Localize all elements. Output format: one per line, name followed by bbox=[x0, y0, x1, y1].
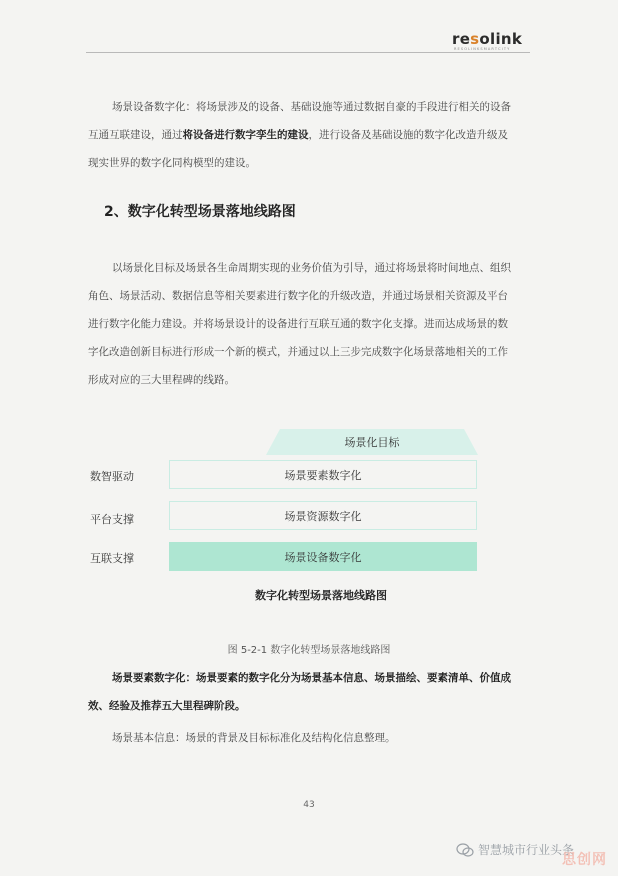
roadmap-diagram bbox=[86, 426, 536, 602]
paragraph-line: 互通互联建设，通过将设备进行数字孪生的建设，进行设备及基础设施的数字化改造升级及 bbox=[88, 129, 508, 141]
paragraph-roadmap-intro bbox=[88, 254, 532, 394]
paragraph-element-digitization bbox=[88, 664, 540, 720]
paragraph-line: 形成对应的三大里程碑的线路。 bbox=[88, 374, 235, 386]
paragraph-line: 场景设备数字化：将场景涉及的设备、基础设施等通过数据自豪的手段进行相关的设备 bbox=[112, 101, 511, 113]
paragraph-line: 场景要素数字化：场景要素的数字化分为场景基本信息、场景描绘、要素清单、价值成 bbox=[112, 672, 511, 684]
goal-label: 场景化目标 bbox=[344, 436, 400, 449]
box-element-digitization: 场景要素数字化 bbox=[169, 460, 477, 489]
header-divider bbox=[86, 52, 530, 53]
paragraph-basic-info: 场景基本信息：场景的背景及目标标准化及结构化信息整理。 bbox=[112, 732, 396, 744]
row-label-platform-support: 平台支撑 bbox=[90, 513, 134, 526]
row-label-data-drive: 数智驱动 bbox=[90, 470, 134, 483]
watermark bbox=[456, 841, 574, 858]
box-device-digitization: 场景设备数字化 bbox=[169, 542, 477, 571]
logo-tagline: R E S O L I N K S M A R T C I T Y bbox=[454, 47, 510, 51]
paragraph-line: 效、经验及推荐五大里程碑阶段。 bbox=[88, 700, 246, 712]
bold-phrase: 将设备进行数字孪生的建设 bbox=[182, 129, 309, 141]
resolink-logo bbox=[452, 32, 532, 54]
wechat-icon bbox=[456, 843, 474, 857]
paragraph-line: 现实世界的数字化同构模型的建设。 bbox=[88, 157, 256, 169]
box-resource-digitization: 场景资源数字化 bbox=[169, 501, 477, 530]
paragraph-line: 角色、场景活动、数据信息等相关要素进行数字化的升级改造，并通过场景相关资源及平台 bbox=[88, 290, 508, 302]
paragraph-device-digitization bbox=[88, 93, 532, 177]
paragraph-line: 字化改造创新目标进行形成一个新的模式，并通过以上三步完成数字化场景落地相关的工作 bbox=[88, 346, 508, 358]
page-number: 43 bbox=[303, 800, 315, 810]
paragraph-line: 以场景化目标及场景各生命周期实现的业务价值为引导，通过将场景将时间地点、组织 bbox=[112, 262, 511, 274]
logo-wordmark: resolink bbox=[452, 30, 523, 48]
goal-trapezoid bbox=[252, 426, 492, 456]
figure-caption: 图 5-2-1 数字化转型场景落地线路图 bbox=[227, 645, 391, 656]
watermark-stamp: 思创网 bbox=[562, 852, 607, 868]
watermark-text: 智慧城市行业头条 bbox=[478, 843, 575, 857]
row-label-interconnect-support: 互联支撑 bbox=[90, 552, 134, 565]
paragraph-line: 进行数字化能力建设。并将场景设计的设备进行互联互通的数字化支撑。进而达成场景的数 bbox=[88, 318, 508, 330]
section-title: 2、数字化转型场景落地线路图 bbox=[104, 204, 296, 220]
diagram-caption: 数字化转型场景落地线路图 bbox=[255, 589, 387, 602]
